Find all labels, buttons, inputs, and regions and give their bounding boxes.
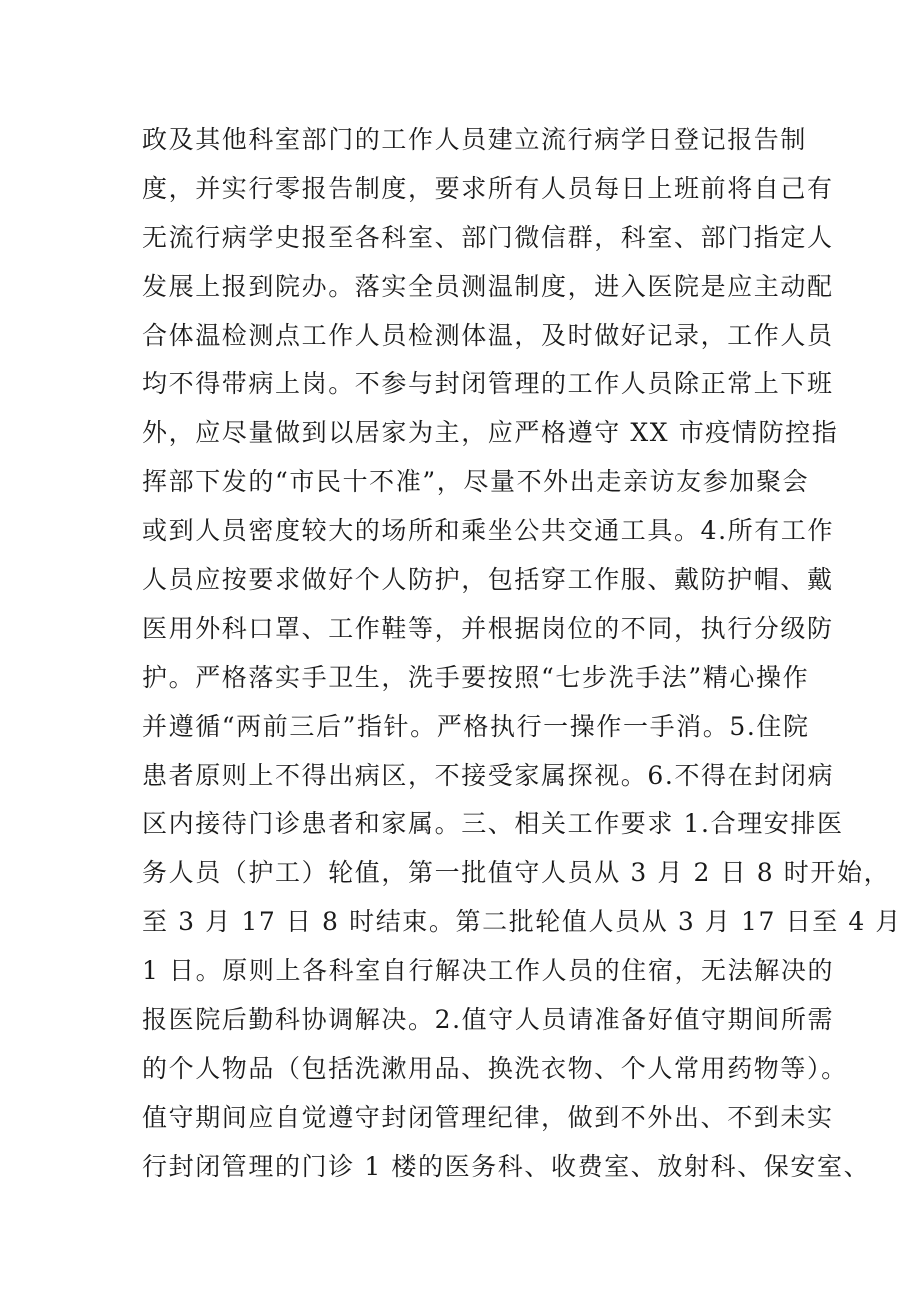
text-line: 务人员（护工）轮值，第一批值守人员从 3 月 2 日 8 时开始， [142, 858, 891, 888]
text-line: 至 3 月 17 日 8 时结束。第二批轮值人员从 3 月 17 日至 4 月 [142, 907, 903, 937]
text-line: 行封闭管理的门诊 1 楼的医务科、收费室、放射科、保安室、 [142, 1151, 871, 1181]
body-text [142, 116, 903, 1192]
text-line: 值守期间应自觉遵守封闭管理纪律，做到不外出、不到未实 [142, 1102, 834, 1132]
text-line: 1 日。原则上各科室自行解决工作人员的住宿，无法解决的 [142, 956, 835, 986]
text-line: 报医院后勤科协调解决。2.值守人员请准备好值守期间所需 [142, 1005, 835, 1035]
text-line: 患者原则上不得出病区，不接受家属探视。6.不得在封闭病 [142, 760, 835, 790]
text-line: 挥部下发的“市民十不准”，尽量不外出走亲访友参加聚会 [142, 467, 810, 497]
text-line: 均不得带病上岗。不参与封闭管理的工作人员除正常上下班 [142, 369, 834, 399]
text-line: 人员应按要求做好个人防护，包括穿工作服、戴防护帽、戴 [142, 565, 834, 595]
text-line: 区内接待门诊患者和家属。三、相关工作要求 1.合理安排医 [142, 809, 844, 839]
text-line: 发展上报到院办。落实全员测温制度，进入医院是应主动配 [142, 271, 834, 301]
text-line: 护。严格落实手卫生，洗手要按照“七步洗手法”精心操作 [142, 662, 810, 692]
text-line: 外，应尽量做到以居家为主，应严格遵守 XX 市疫情防控指 [142, 418, 839, 448]
text-line: 无流行病学史报至各科室、部门微信群，科室、部门指定人 [142, 222, 834, 252]
text-line: 或到人员密度较大的场所和乘坐公共交通工具。4.所有工作 [142, 516, 835, 546]
text-line: 政及其他科室部门的工作人员建立流行病学日登记报告制 [142, 125, 808, 154]
text-line: 并遵循“两前三后”指针。严格执行一操作一手消。5.住院 [142, 711, 810, 741]
text-line: 合体温检测点工作人员检测体温，及时做好记录，工作人员 [142, 320, 834, 350]
text-line: 医用外科口罩、工作鞋等，并根据岗位的不同，执行分级防 [142, 613, 834, 643]
text-line: 的个人物品（包括洗漱用品、换洗衣物、个人常用药物等）。 [142, 1053, 848, 1083]
text-line: 度，并实行零报告制度，要求所有人员每日上班前将自己有 [142, 173, 834, 203]
